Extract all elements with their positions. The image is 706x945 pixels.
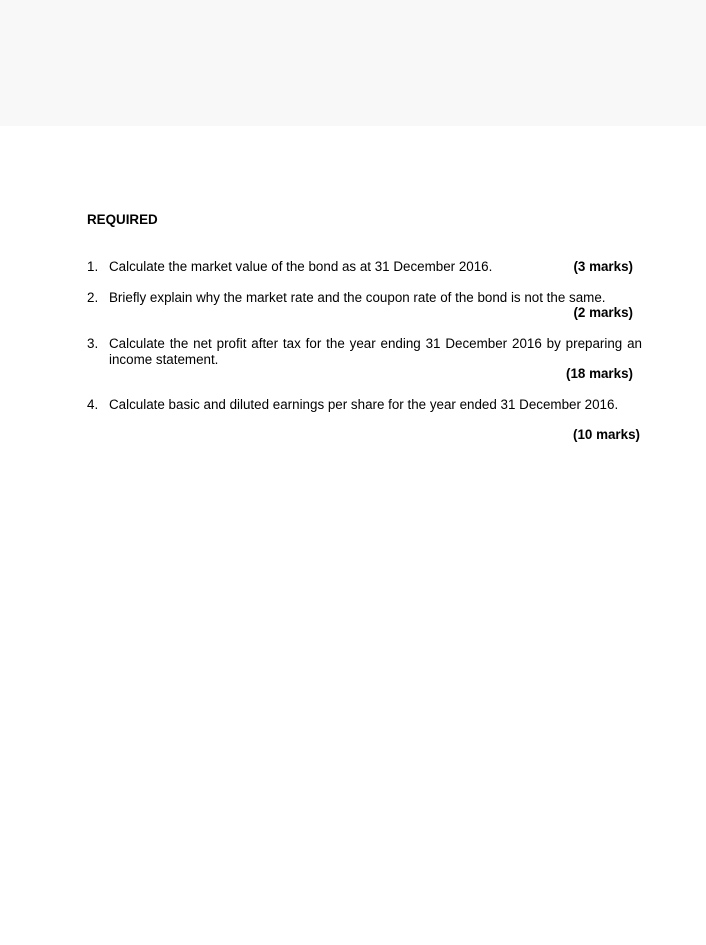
question-4-marks: (10 marks) bbox=[573, 427, 640, 442]
question-1-text: Calculate the market value of the bond as at 31 December 2016. bbox=[109, 259, 493, 274]
question-3-number: 3. bbox=[87, 336, 99, 351]
question-2-number: 2. bbox=[87, 290, 99, 305]
question-3-text: Calculate the net profit after tax for the year ending 31 December 2016 by preparing an income statement. bbox=[109, 336, 642, 367]
page-top-band bbox=[0, 0, 706, 126]
question-2-marks: (2 marks) bbox=[573, 305, 633, 320]
question-4-text: Calculate basic and diluted earnings per share for the year ended 31 December 2016. bbox=[109, 397, 619, 412]
question-4-number: 4. bbox=[87, 397, 99, 412]
question-1-number: 1. bbox=[87, 259, 99, 274]
question-1-marks: (3 marks) bbox=[573, 259, 633, 274]
required-heading: REQUIRED bbox=[87, 212, 158, 227]
question-3-marks: (18 marks) bbox=[566, 366, 633, 381]
question-2-text: Briefly explain why the market rate and the coupon rate of the bond is not the same. bbox=[109, 290, 606, 305]
